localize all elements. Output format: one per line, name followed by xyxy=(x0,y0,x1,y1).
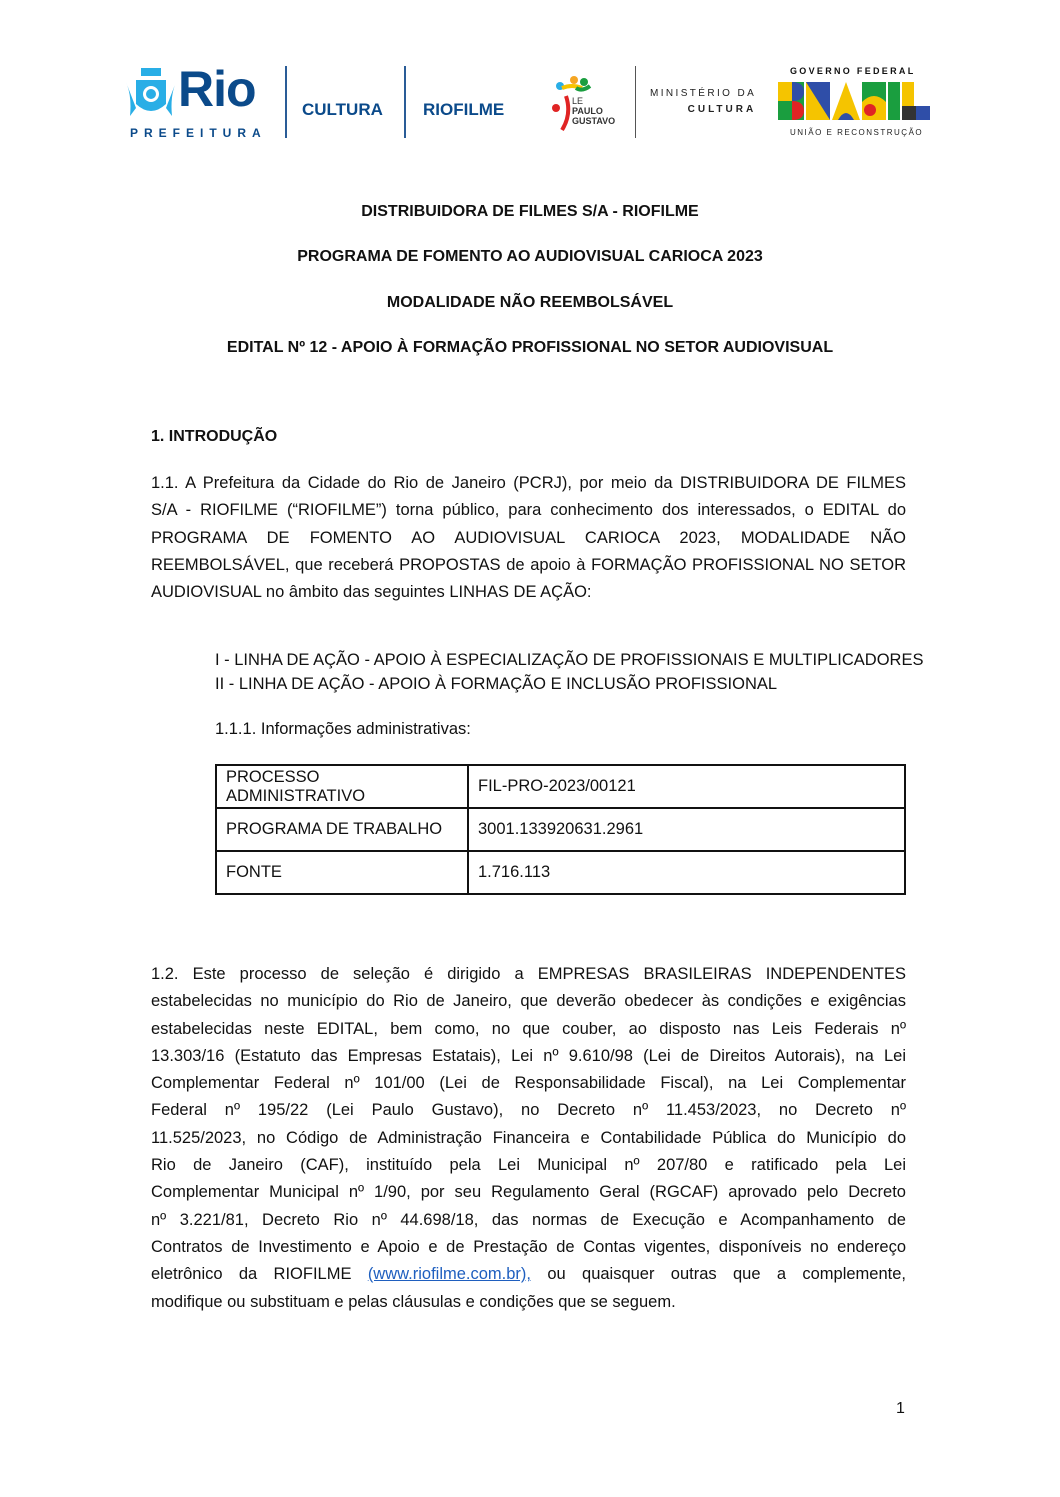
linha-de-acao-item: I - LINHA DE AÇÃO - APOIO À ESPECIALIZAÇÃO DE PROFISSIONAIS E MULTIPLICADORES xyxy=(215,651,924,669)
table-key: FONTE xyxy=(216,851,468,894)
link-line: eletrônico da RIOFILME (www.riofilme.com.br), ou quaisquer outras que a complemente, xyxy=(151,1265,906,1284)
title-programa: PROGRAMA DE FOMENTO AO AUDIOVISUAL CARIOCA 2023 xyxy=(297,248,763,265)
lpg-label: LE PAULO GUSTAVO xyxy=(572,96,616,126)
linhas-de-acao-list xyxy=(215,648,923,696)
title-modalidade: MODALIDADE NÃO REEMBOLSÁVEL xyxy=(386,294,674,311)
linha-de-acao-item: II - LINHA DE AÇÃO - APOIO À FORMAÇÃO E INCLUSÃO PROFISSIONAL xyxy=(215,675,778,693)
logo-divider xyxy=(404,66,406,138)
table-value: 1.716.113 xyxy=(468,851,905,894)
admin-info-table xyxy=(215,764,906,895)
ministerio-cultura-logo: MINISTÉRIO DA CULTURA xyxy=(650,88,757,115)
lei-paulo-gustavo-logo xyxy=(552,74,622,134)
table-row xyxy=(216,851,905,894)
brasil-wordmark-icon xyxy=(778,82,930,120)
table-row xyxy=(216,765,905,808)
rio-wordmark: Rio xyxy=(178,61,256,117)
subsection-informacoes-administrativas: 1.1.1. Informações administrativas: xyxy=(215,720,471,738)
page-number: 1 xyxy=(896,1400,905,1417)
title-edital: EDITAL Nº 12 - APOIO À FORMAÇÃO PROFISSIONAL NO SETOR AUDIOVISUAL xyxy=(226,339,834,356)
table-value: FIL-PRO-2023/00121 xyxy=(468,765,905,808)
governo-federal-logo: GOVERNO FEDERAL UNIÃO E RECONSTRUÇÃO xyxy=(778,66,933,138)
paragraph-1-1: 1.1. A Prefeitura da Cidade do Rio de Janeiro (PCRJ), por meio da DISTRIBUIDORA DE FILMES S/A - RIOFILME (“RIOFILME”) torna público, para conhecimento dos interessados, o EDITAL do PROGRAMA DE FOMENTO AO AUDIOVISUAL CARIOCA 2023, MODALIDADE NÃO REEMBOLSÁVEL, que receberá PROPOSTAS de apoio à FORMAÇÃO PROFISSIONAL NO SETOR AUDIOVISUAL no âmbito das seguintes LINHAS DE AÇÃO: xyxy=(151,474,906,602)
table-row xyxy=(216,808,905,851)
riofilme-website-link[interactable]: (www.riofilme.com.br), xyxy=(367,1265,531,1284)
rio-crest-icon xyxy=(126,68,176,124)
logo-divider xyxy=(635,66,636,138)
cultura-logo: CULTURA xyxy=(302,100,383,119)
section-heading-introducao: 1. INTRODUÇÃO xyxy=(151,428,278,445)
paragraph-1-2: 1.2. Este processo de seleção é dirigido a EMPRESAS BRASILEIRAS INDEPENDENTES estabelecidas no município do Rio de Janeiro, que deverão obedecer às condições e exigências estabelecidas neste EDITAL, bem como, no que couber, ao disposto nas Leis Federais nº 13.303/16 (Estatuto das Empresas Estatais), Lei nº 9.610/98 (Lei de Direitos Autorais), na Lei Complementar Federal nº 101/00 (Lei de Responsabilidade Fiscal), na Lei Complementar Federal nº 195/22 (Lei Paulo Gustavo), no Decreto nº 11.453/2023, no Decreto nº 11.525/2023, no Código de Administração Financeira e Contabilidade Pública do Município do Rio de Janeiro (CAF), instituído pela Lei Municipal nº 207/80 e ratificado pela Lei Complementar Municipal nº 1/90, por seu Regulamento Geral (RGCAF) aprovado pelo Decreto nº 3.221/81, Decreto Rio nº 44.698/18, das normas de Execução e Acompanhamento de Contratos de Investimento e Apoio e de Prestação de Contas vigentes, disponíveis no endereço eletrônico da RIOFILME (www.riofilme.com.br), ou quaisquer outras que a complemente, modifique ou substituam e pelas cláusulas e condições que se seguem. xyxy=(151,965,906,1311)
table-key: PROGRAMA DE TRABALHO xyxy=(216,808,468,851)
title-distribuidora: DISTRIBUIDORA DE FILMES S/A - RIOFILME xyxy=(361,203,699,220)
riofilme-logo: RIOFILME xyxy=(423,100,505,119)
table-value: 3001.133920631.2961 xyxy=(468,808,905,851)
rio-prefeitura-logo xyxy=(126,61,267,140)
prefeitura-label: PREFEITURA xyxy=(130,126,267,140)
header-logos xyxy=(0,60,1060,150)
table-key: PROCESSO ADMINISTRATIVO xyxy=(216,765,468,808)
logo-divider xyxy=(285,66,287,138)
